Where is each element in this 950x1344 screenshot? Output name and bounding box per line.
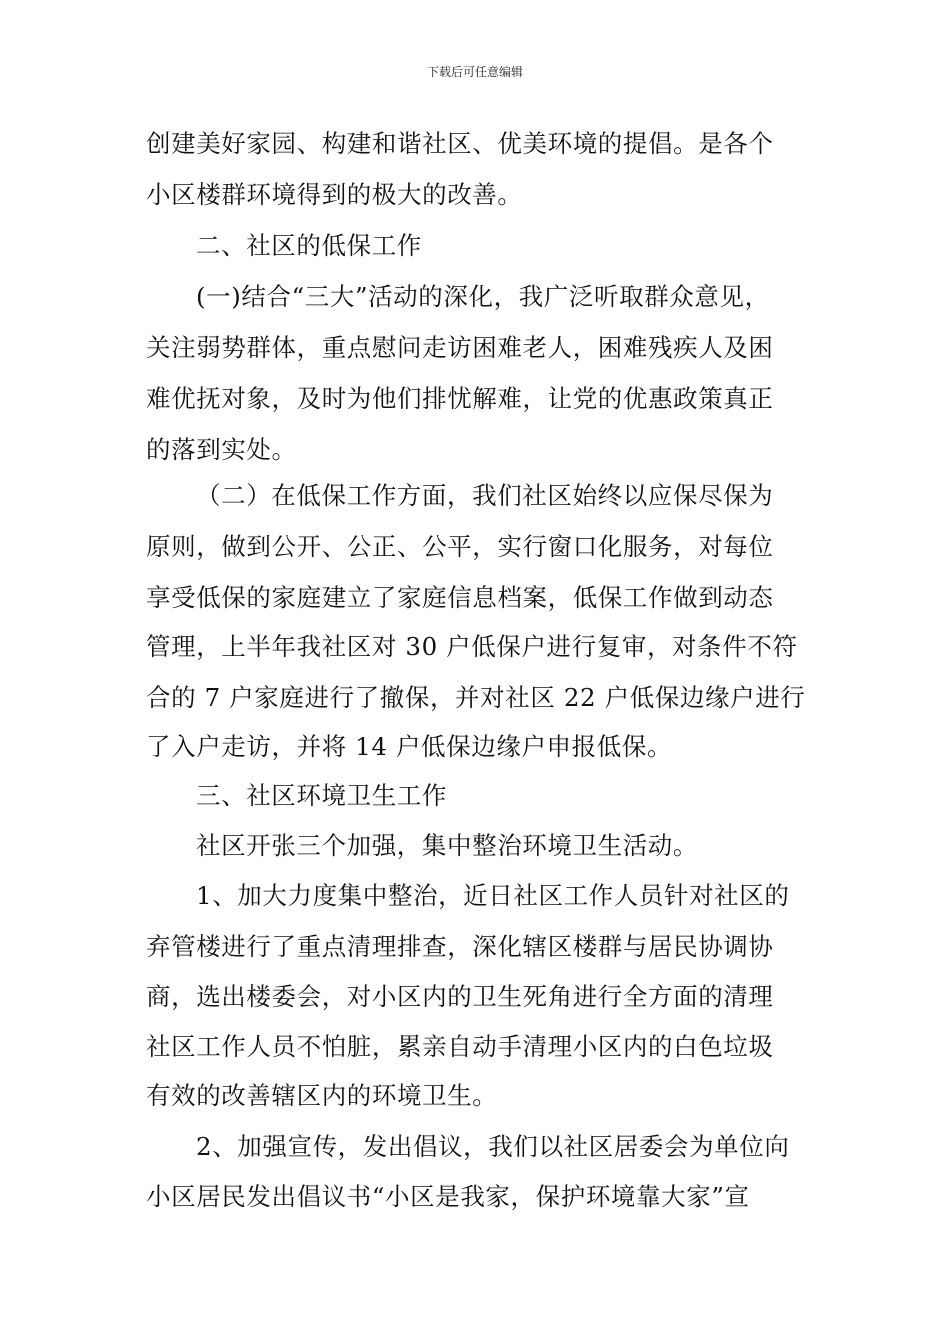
text-line: 的落到实处。 <box>146 435 297 464</box>
text-line: 创建美好家园、构建和谐社区、优美环境的提倡。是各个 <box>146 129 774 158</box>
text-line: 管理，上半年我社区对 30 户低保户进行复审，对条件不符 <box>146 632 798 661</box>
text-line: （二）在低保工作方面，我们社区始终以应保尽保为 <box>196 481 774 510</box>
text-line: 有效的改善辖区内的环境卫生。 <box>146 1081 498 1110</box>
text-line: 2、加强宣传，发出倡议，我们以社区居委会为单位向 <box>196 1132 790 1161</box>
text-line: (一)结合“三大”活动的深化，我广泛听取群众意见， <box>196 282 770 311</box>
text-line: 小区楼群环境得到的极大的改善。 <box>146 180 523 209</box>
text-line: 关注弱势群体，重点慰问走访困难老人，困难残疾人及困 <box>146 333 774 362</box>
text-line: 合的 7 户家庭进行了撤保，并对社区 22 户低保边缘户进行 <box>146 683 806 712</box>
text-line: 商，选出楼委会，对小区内的卫生死角进行全方面的清理 <box>146 982 774 1011</box>
section-heading: 三、社区环境卫生工作 <box>196 781 447 810</box>
text-line: 1、加大力度集中整治，近日社区工作人员针对社区的 <box>196 881 790 910</box>
text-line: 难优抚对象，及时为他们排忧解难，让党的优惠政策真正 <box>146 384 774 413</box>
section-heading: 二、社区的低保工作 <box>196 231 422 260</box>
text-line: 原则，做到公开、公正、公平，实行窗口化服务，对每位 <box>146 532 774 561</box>
text-line: 社区开张三个加强，集中整治环境卫生活动。 <box>196 831 698 860</box>
text-line: 小区居民发出倡议书“小区是我家，保护环境靠大家”宣 <box>146 1182 750 1211</box>
text-line: 享受低保的家庭建立了家庭信息档案，低保工作做到动态 <box>146 583 774 612</box>
text-line: 社区工作人员不怕脏，累亲自动手清理小区内的白色垃圾 <box>146 1032 774 1061</box>
page-header: 下载后可任意编辑 <box>426 65 523 79</box>
text-line: 了入户走访，并将 14 户低保边缘户申报低保。 <box>146 732 673 761</box>
text-line: 弃管楼进行了重点清理排查，深化辖区楼群与居民协调协 <box>146 932 774 961</box>
